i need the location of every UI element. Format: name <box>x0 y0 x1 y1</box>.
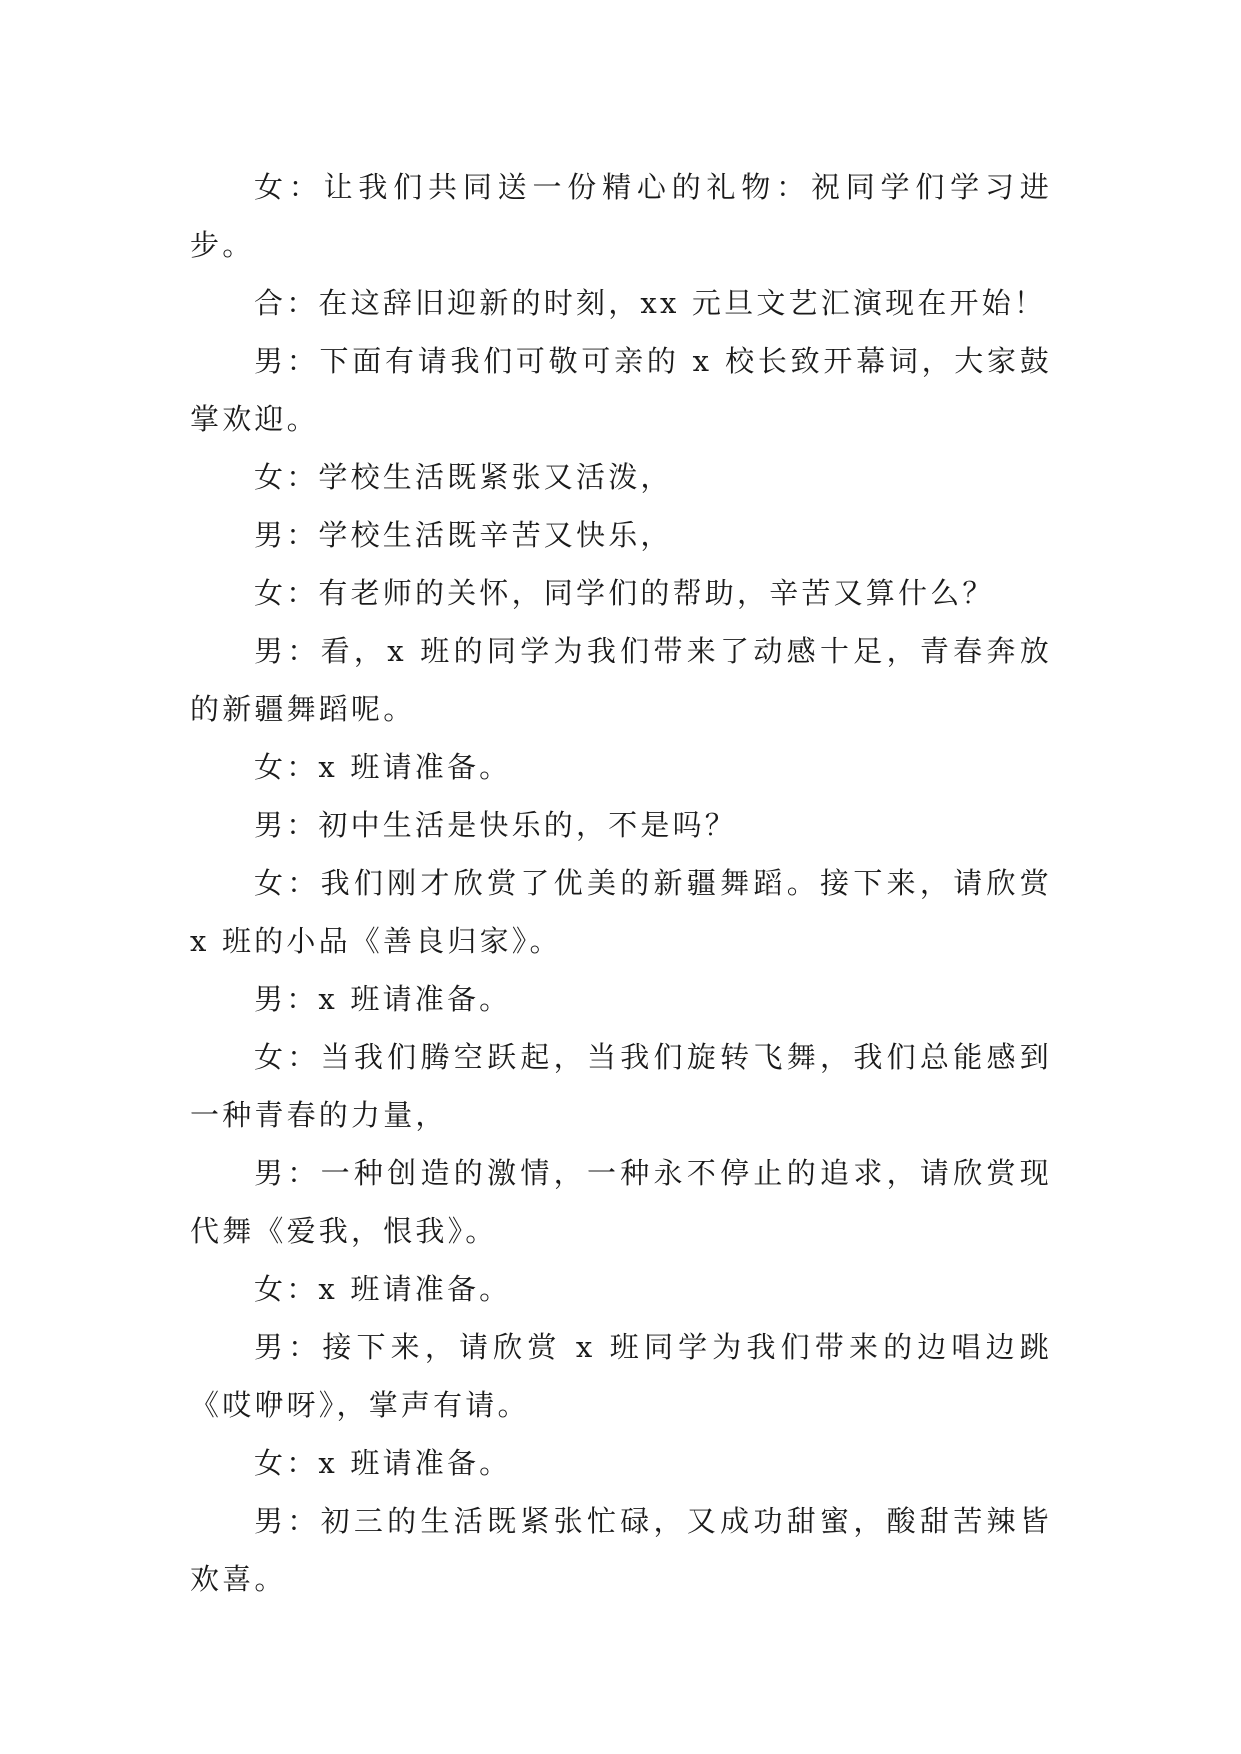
paragraph: 女：让我们共同送一份精心的礼物：祝同学们学习进步。 <box>190 170 1052 262</box>
document-body <box>190 158 1052 1608</box>
paragraph: 女：我们刚才欣赏了优美的新疆舞蹈。接下来，请欣赏 x 班的小品《善良归家》。 <box>190 866 1052 958</box>
paragraph: 女：当我们腾空跃起，当我们旋转飞舞，我们总能感到一种青春的力量， <box>190 1040 1052 1132</box>
paragraph: 男：初三的生活既紧张忙碌，又成功甜蜜，酸甜苦辣皆欢喜。 <box>190 1504 1052 1596</box>
paragraph: 男：看，x 班的同学为我们带来了动感十足，青春奔放的新疆舞蹈呢。 <box>190 634 1052 726</box>
paragraph: 男：下面有请我们可敬可亲的 x 校长致开幕词，大家鼓掌欢迎。 <box>190 344 1052 436</box>
paragraph: 男：初中生活是快乐的，不是吗？ <box>254 808 738 842</box>
paragraph: 女：x 班请准备。 <box>254 750 512 784</box>
paragraph: 男：学校生活既辛苦又快乐， <box>254 518 673 552</box>
paragraph: 男：x 班请准备。 <box>254 982 512 1016</box>
paragraph: 男：接下来，请欣赏 x 班同学为我们带来的边唱边跳《哎咿呀》，掌声有请。 <box>190 1330 1052 1422</box>
paragraph: 女：学校生活既紧张又活泼， <box>254 460 673 494</box>
paragraph: 女：x 班请准备。 <box>254 1272 512 1306</box>
paragraph: 女：有老师的关怀，同学们的帮助，辛苦又算什么？ <box>254 576 995 610</box>
paragraph: 合：在这辞旧迎新的时刻，xx 元旦文艺汇演现在开始！ <box>254 286 1047 320</box>
paragraph: 男：一种创造的激情，一种永不停止的追求，请欣赏现代舞《爱我，恨我》。 <box>190 1156 1052 1248</box>
paragraph: 女：x 班请准备。 <box>254 1446 512 1480</box>
